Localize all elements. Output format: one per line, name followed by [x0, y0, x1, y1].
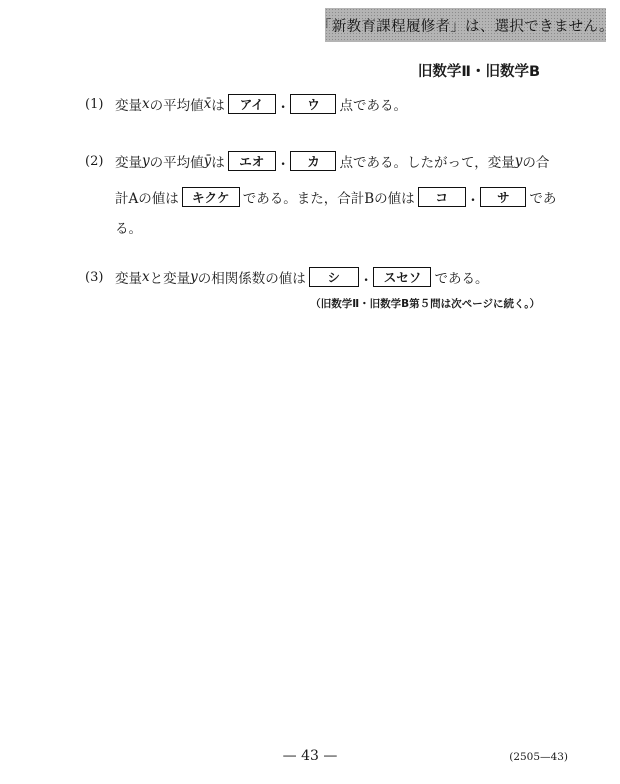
decimal-point: .	[363, 269, 369, 285]
notice-banner-text: 「新教育課程履修者」は、選択できません。	[317, 18, 614, 35]
q2-line2-pre: 計Aの値は	[115, 191, 179, 207]
q1-text-pre: 変量	[115, 98, 142, 114]
q2-text-post1: 点である。したがって，変量	[339, 155, 515, 171]
q1-text-mid: の平均値	[149, 98, 204, 114]
q3-text-post: である。	[434, 271, 489, 287]
question-3-number: (3)	[85, 269, 104, 285]
q1-text-post: 点である。	[339, 98, 407, 114]
answer-box-eo[interactable]: エオ	[228, 151, 276, 171]
q2-line3: る。	[115, 221, 142, 237]
section-title: 旧数学Ⅱ・旧数学B	[417, 64, 540, 80]
q2-mean-symbol: ȳ	[203, 153, 212, 169]
q2-line2-post: であ	[529, 191, 557, 207]
q3-variable-y: y	[190, 269, 198, 285]
q2-text-pre: 変量	[115, 155, 142, 171]
answer-box-u[interactable]: ウ	[290, 94, 336, 114]
question-2-line-3	[115, 215, 142, 239]
page-code: (2505—43)	[509, 751, 568, 763]
answer-box-sa[interactable]: サ	[480, 187, 526, 207]
question-2-line-2	[115, 185, 556, 209]
q3-variable-x: x	[142, 269, 150, 285]
q2-text-mid: の平均値	[149, 155, 204, 171]
answer-box-shi[interactable]: シ	[309, 267, 359, 287]
question-1-number: (1)	[85, 96, 104, 112]
q1-text-ha: は	[211, 98, 225, 114]
q3-text-mid: の相関係数の値は	[197, 271, 306, 287]
q3-text-pre: 変量	[115, 271, 142, 287]
answer-box-ko[interactable]: コ	[418, 187, 466, 207]
q2-line2-mid: である。また，合計Bの値は	[242, 191, 415, 207]
decimal-point: .	[280, 153, 286, 169]
question-2	[85, 149, 549, 173]
q1-mean-symbol: x̄	[203, 96, 212, 112]
answer-box-kikuke[interactable]: キクケ	[182, 187, 240, 207]
q2-variable: y	[142, 153, 150, 169]
question-3	[85, 265, 488, 289]
q2-text-ha: は	[211, 155, 225, 171]
q2-text-post2: の合	[522, 155, 550, 171]
answer-box-suseso[interactable]: スセソ	[373, 267, 431, 287]
decimal-point: .	[470, 189, 476, 205]
answer-box-aі[interactable]: アイ	[228, 94, 276, 114]
decimal-point: .	[280, 96, 286, 112]
page-number: — 43 —	[282, 748, 338, 764]
answer-box-ka[interactable]: カ	[290, 151, 336, 171]
continued-note: （旧数学Ⅱ・旧数学B第５問は次ページに続く。）	[310, 298, 540, 310]
q1-variable: x	[142, 96, 150, 112]
q3-text-and: と変量	[149, 271, 191, 287]
notice-banner	[317, 8, 614, 42]
question-2-number: (2)	[85, 153, 104, 169]
question-1	[85, 92, 407, 116]
q2-variable-2: y	[514, 153, 523, 169]
